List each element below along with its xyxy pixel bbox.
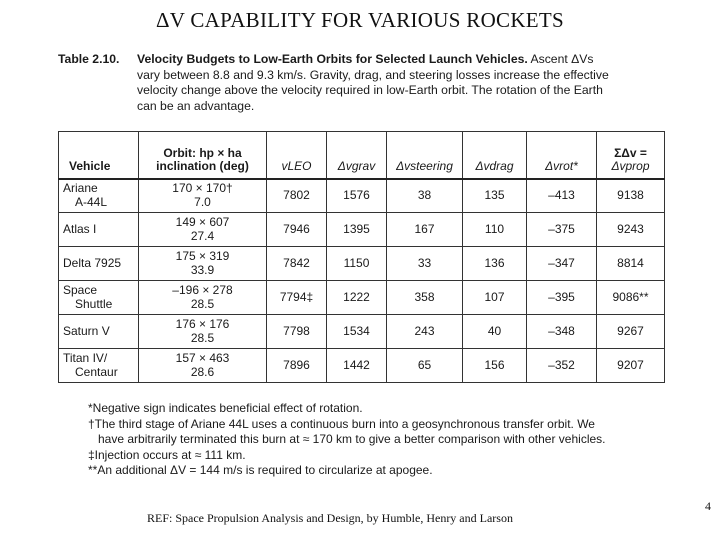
grav-cell: 1534: [327, 315, 387, 349]
column-header: Δvdrag: [463, 132, 527, 179]
footnote: **An additional ΔV = 144 m/s is required to circularize at apogee.: [88, 463, 433, 477]
vleo-cell: 7946: [267, 213, 327, 247]
steering-cell: 243: [387, 315, 463, 349]
rot-cell: –375: [527, 213, 597, 247]
footnotes: [88, 401, 668, 479]
vleo-cell: 7842: [267, 247, 327, 281]
table-header-row: [59, 132, 665, 179]
table-row: [59, 179, 665, 213]
table-row: [59, 349, 665, 383]
grav-cell: 1576: [327, 179, 387, 213]
steering-cell: 38: [387, 179, 463, 213]
table-row: [59, 281, 665, 315]
prop-cell: 9086**: [597, 281, 665, 315]
rot-cell: –347: [527, 247, 597, 281]
steering-cell: 33: [387, 247, 463, 281]
table-row: [59, 213, 665, 247]
steering-cell: 65: [387, 349, 463, 383]
vehicle-cell: Delta 7925: [59, 247, 139, 281]
prop-cell: 8814: [597, 247, 665, 281]
column-header: Orbit: hp × ha inclination (deg): [139, 132, 267, 179]
prop-cell: 9138: [597, 179, 665, 213]
prop-cell: 9267: [597, 315, 665, 349]
vehicle-cell: Titan IV/ Centaur: [59, 349, 139, 383]
column-header: Δvrot*: [527, 132, 597, 179]
vleo-cell: 7798: [267, 315, 327, 349]
vehicle-cell: Atlas I: [59, 213, 139, 247]
grav-cell: 1222: [327, 281, 387, 315]
caption-line-3: velocity change above the velocity required in low-Earth orbit. The rotation of the Earth: [137, 83, 603, 97]
grav-cell: 1395: [327, 213, 387, 247]
orbit-cell: 170 × 170† 7.0: [139, 179, 267, 213]
velocity-budget-table: [58, 131, 665, 383]
orbit-cell: 175 × 319 33.9: [139, 247, 267, 281]
caption-line-1: [58, 52, 668, 68]
table-caption: [58, 52, 668, 114]
footnote: †The third stage of Ariane 44L uses a continuous burn into a geosynchronous transfer orbit. We: [88, 416, 595, 431]
column-header: Vehicle: [59, 132, 139, 179]
caption-line-2: vary between 8.8 and 9.3 km/s. Gravity, drag, and steering losses increase the effective: [137, 67, 609, 82]
grav-cell: 1150: [327, 247, 387, 281]
column-header: ΣΔv = Δvprop: [597, 132, 665, 179]
vehicle-cell: Saturn V: [59, 315, 139, 349]
footnote: have arbitrarily terminated this burn at ≈ 170 km to give a better comparison with other vehicles.: [98, 432, 606, 446]
vehicle-cell: Ariane A-44L: [59, 179, 139, 213]
drag-cell: 136: [463, 247, 527, 281]
drag-cell: 40: [463, 315, 527, 349]
drag-cell: 135: [463, 179, 527, 213]
rot-cell: –413: [527, 179, 597, 213]
slide-number: 4: [705, 499, 711, 513]
prop-cell: 9207: [597, 349, 665, 383]
orbit-cell: –196 × 278 28.5: [139, 281, 267, 315]
caption-line-4: can be an advantage.: [137, 98, 255, 113]
steering-cell: 167: [387, 213, 463, 247]
grav-cell: 1442: [327, 349, 387, 383]
column-header: Δvsteering: [387, 132, 463, 179]
footnote: ‡Injection occurs at ≈ 111 km.: [88, 447, 246, 462]
vleo-cell: 7802: [267, 179, 327, 213]
table-row: [59, 315, 665, 349]
drag-cell: 107: [463, 281, 527, 315]
table-row: [59, 247, 665, 281]
rot-cell: –352: [527, 349, 597, 383]
vleo-cell: 7896: [267, 349, 327, 383]
table-number: Table 2.10.: [58, 52, 120, 66]
slide-title: ΔV CAPABILITY FOR VARIOUS ROCKETS: [155, 8, 565, 32]
footnote: *Negative sign indicates beneficial effect of rotation.: [88, 401, 363, 415]
vleo-cell: 7794‡: [267, 281, 327, 315]
orbit-cell: 176 × 176 28.5: [139, 315, 267, 349]
drag-cell: 110: [463, 213, 527, 247]
reference-citation: REF: Space Propulsion Analysis and Design, by Humble, Henry and Larson: [147, 511, 513, 525]
caption-text: Ascent ΔVs: [527, 52, 594, 66]
prop-cell: 9243: [597, 213, 665, 247]
steering-cell: 358: [387, 281, 463, 315]
column-header: vLEO: [267, 132, 327, 179]
orbit-cell: 157 × 463 28.6: [139, 349, 267, 383]
vehicle-cell: Space Shuttle: [59, 281, 139, 315]
rot-cell: –395: [527, 281, 597, 315]
drag-cell: 156: [463, 349, 527, 383]
orbit-cell: 149 × 607 27.4: [139, 213, 267, 247]
column-header: Δvgrav: [327, 132, 387, 179]
rot-cell: –348: [527, 315, 597, 349]
table-heading: Velocity Budgets to Low-Earth Orbits for Selected Launch Vehicles.: [137, 52, 528, 66]
